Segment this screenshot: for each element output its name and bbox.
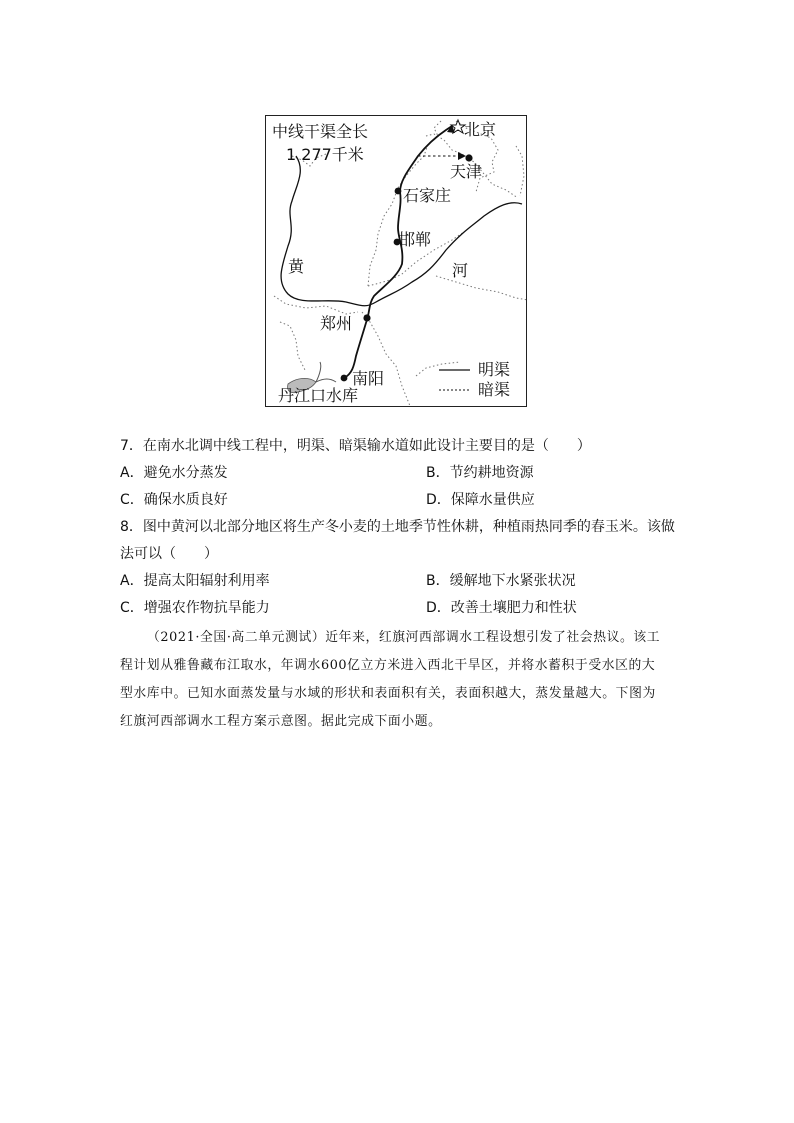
legend-culvert-label: 暗渠 <box>478 380 511 399</box>
question-7-option-d[interactable]: D．保障水量供应 <box>426 492 535 508</box>
city-label-handan: 邯郸 <box>399 230 432 249</box>
water-diversion-map <box>265 115 527 407</box>
question-8-stem-line1: 8．图中黄河以北部分地区将生产冬小麦的土地季节性休耕，种植雨热同季的春玉米。该做 <box>120 519 675 535</box>
passage-line-2: 程计划从雅鲁藏布江取水，年调水600亿立方米进入西北干旱区，并将水蓄积于受水区的大 <box>120 658 656 673</box>
map-title-line2: 1 277千米 <box>286 145 364 164</box>
question-7-option-b[interactable]: B．节约耕地资源 <box>426 465 534 481</box>
question-8-option-d[interactable]: D．改善土壤肥力和性状 <box>426 600 577 616</box>
question-8-option-c[interactable]: C．增强农作物抗旱能力 <box>120 600 270 616</box>
question-7-option-a[interactable]: A．避免水分蒸发 <box>120 465 228 481</box>
question-7-stem: 7．在南水北调中线工程中，明渠、暗渠输水道如此设计主要目的是（ ） <box>120 438 591 454</box>
city-label-tianjin: 天津 <box>450 162 483 181</box>
city-label-beijing: 北京 <box>464 120 497 139</box>
question-8-stem-line2: 法可以（ ） <box>120 546 218 562</box>
city-label-nanyang: 南阳 <box>352 369 385 388</box>
reservoir-label: 丹江口水库 <box>278 386 359 405</box>
passage-line-1: （2021·全国·高二单元测试）近年来，红旗河西部调水工程设想引发了社会热议。该工 <box>147 630 661 645</box>
legend-open-channel-label: 明渠 <box>478 360 511 379</box>
river-char-he: 河 <box>452 261 469 280</box>
question-8-option-a[interactable]: A．提高太阳辐射利用率 <box>120 573 270 589</box>
passage-line-4: 红旗河西部调水工程方案示意图。据此完成下面小题。 <box>120 714 442 729</box>
city-label-zhengzhou: 郑州 <box>320 314 353 333</box>
map-title-line1: 中线干渠全长 <box>272 122 369 141</box>
passage-line-3: 型水库中。已知水面蒸发量与水域的形状和表面积有关，表面积越大，蒸发量越大。下图为 <box>120 686 656 701</box>
city-label-shijiazhuang: 石家庄 <box>403 186 452 205</box>
river-char-huang: 黄 <box>288 257 305 276</box>
question-7-option-c[interactable]: C．确保水质良好 <box>120 492 228 508</box>
question-8-option-b[interactable]: B．缓解地下水紧张状况 <box>426 573 576 589</box>
